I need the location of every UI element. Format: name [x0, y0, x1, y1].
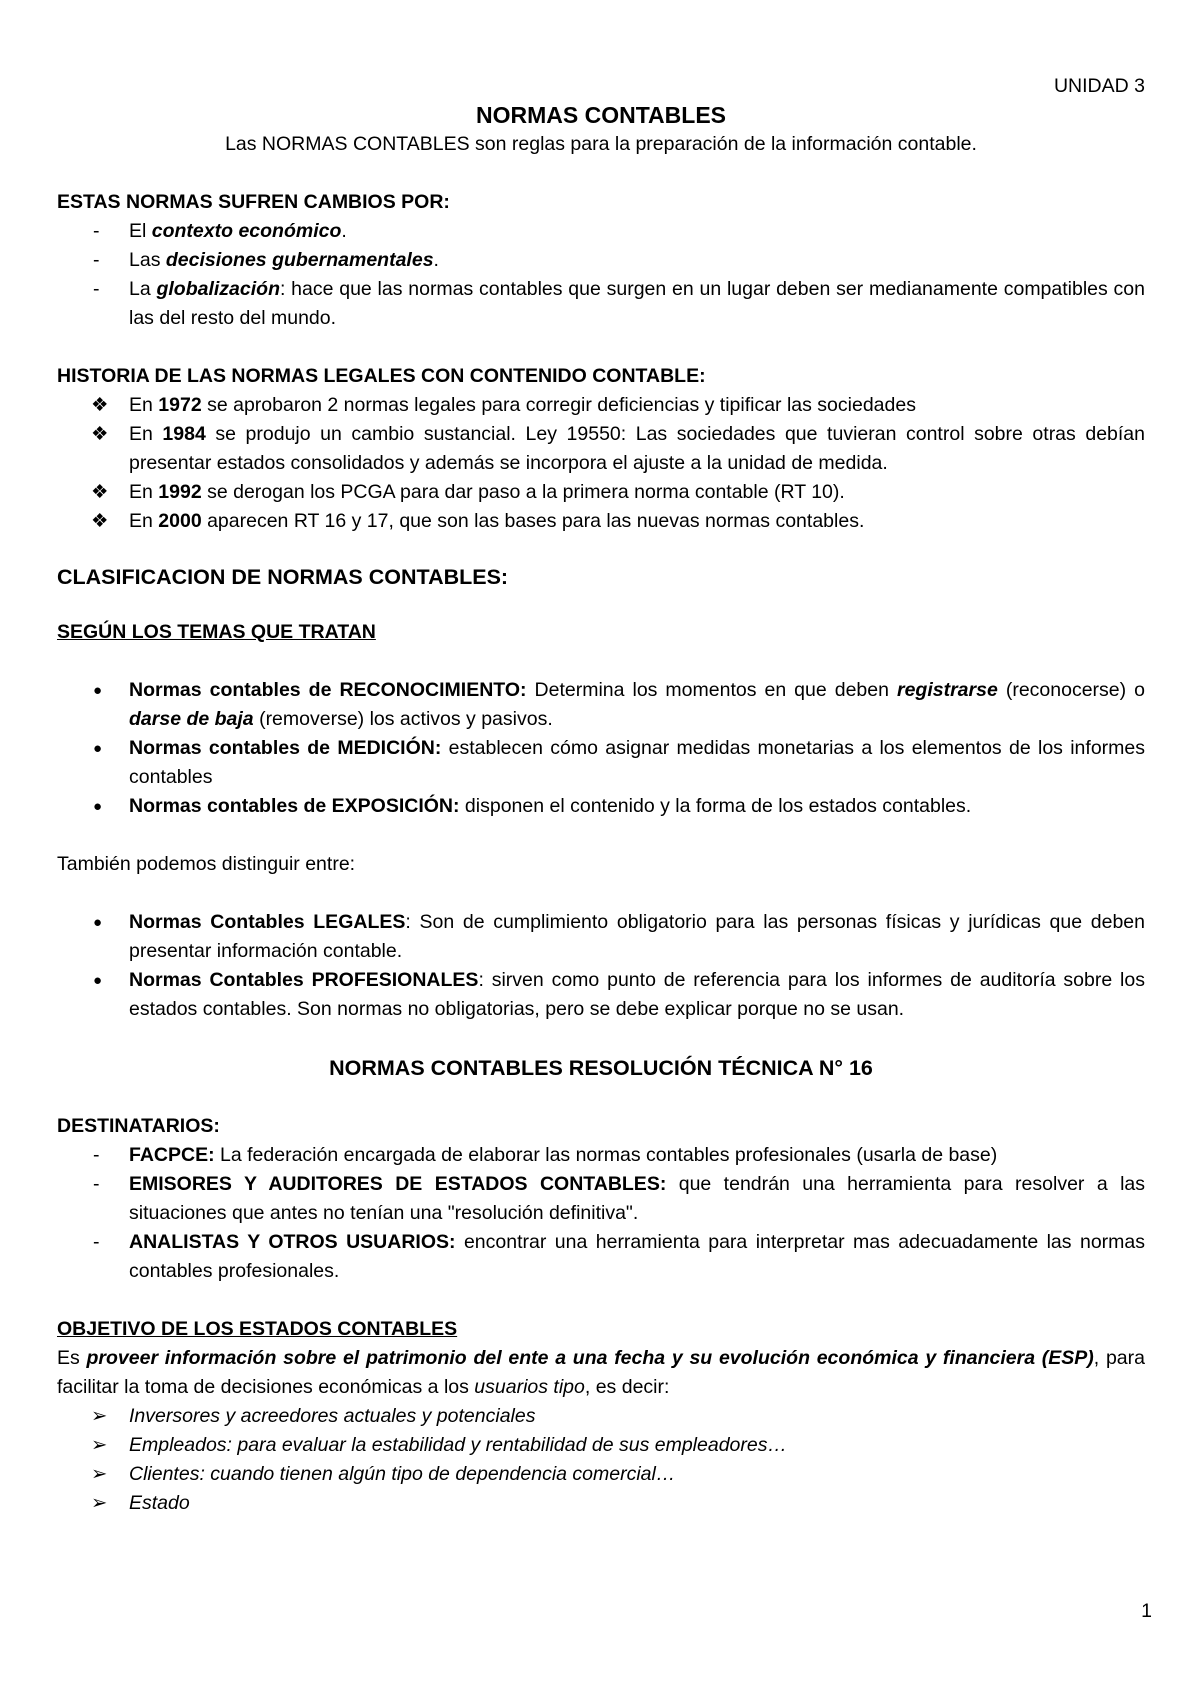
list-item: ❖ En 2000 aparecen RT 16 y 17, que son las bases para las nuevas normas contables. — [57, 507, 1145, 536]
usuarios-list — [57, 1402, 1145, 1518]
arrow-icon: ➢ — [91, 1492, 108, 1514]
arrow-icon: ➢ — [91, 1463, 108, 1485]
bullet-icon: ● — [93, 740, 103, 757]
list-item: - El contexto económico. — [57, 217, 1145, 246]
dash-marker: - — [93, 1173, 100, 1195]
page-subtitle: Las NORMAS CONTABLES son reglas para la preparación de la información contable. — [225, 133, 977, 155]
list-item: - EMISORES Y AUDITORES DE ESTADOS CONTABLES: que tendrán una herramienta para resolver a las situaciones que antes no tenían una "resolución definitiva". — [57, 1170, 1145, 1228]
unit-label: UNIDAD 3 — [1053, 75, 1145, 97]
spacer — [57, 333, 1145, 362]
objetivo-heading: OBJETIVO DE LOS ESTADOS CONTABLES — [57, 1318, 458, 1340]
clasificacion-list — [57, 676, 1145, 821]
document-page — [57, 72, 1145, 1518]
diamond-icon: ❖ — [91, 423, 109, 445]
dash-marker: - — [93, 220, 100, 242]
cambios-list — [57, 217, 1145, 333]
list-item: - FACPCE: La federación encargada de elaborar las normas contables profesionales (usarla de base) — [57, 1141, 1145, 1170]
list-item: ➢ Empleados: para evaluar la estabilidad y rentabilidad de sus empleadores… — [57, 1431, 1145, 1460]
bullet-icon: ● — [93, 972, 103, 989]
list-item: - Las decisiones gubernamentales. — [57, 246, 1145, 275]
bullet-icon: ● — [93, 682, 103, 699]
list-item: ❖ En 1984 se produjo un cambio sustancial. Ley 19550: Las sociedades que tuvieran control sobre otras debían presentar estados consolidados y además se incorpora el ajuste a la unidad de medida. — [57, 420, 1145, 478]
list-item: ● Normas contables de RECONOCIMIENTO: Determina los momentos en que deben registrarse (reconocerse) o darse de baja (removerse) los activos y pasivos. — [57, 676, 1145, 734]
spacer — [57, 592, 1145, 618]
list-item: ❖ En 1992 se derogan los PCGA para dar paso a la primera norma contable (RT 10). — [57, 478, 1145, 507]
list-item: ● Normas contables de EXPOSICIÓN: disponen el contenido y la forma de los estados contables. — [57, 792, 1145, 821]
page-title: NORMAS CONTABLES — [475, 102, 726, 128]
list-item: ● Normas Contables LEGALES: Son de cumplimiento obligatorio para las personas físicas y jurídicas que deben presentar información contable. — [57, 908, 1145, 966]
list-item: ➢ Clientes: cuando tienen algún tipo de dependencia comercial… — [57, 1460, 1145, 1489]
spacer — [57, 536, 1145, 562]
dash-marker: - — [93, 1231, 100, 1253]
list-item: ➢ Inversores y acreedores actuales y potenciales — [57, 1402, 1145, 1431]
bullet-icon: ● — [93, 914, 103, 931]
bullet-icon: ● — [93, 798, 103, 815]
list-item: ❖ En 1972 se aprobaron 2 normas legales para corregir deficiencias y tipificar las sociedades — [57, 391, 1145, 420]
spacer — [57, 647, 1145, 676]
diamond-icon: ❖ — [91, 510, 109, 532]
arrow-icon: ➢ — [91, 1434, 108, 1456]
dash-marker: - — [93, 278, 100, 300]
dash-marker: - — [93, 249, 100, 271]
spacer — [57, 159, 1145, 188]
destinatarios-heading: DESTINATARIOS: — [57, 1115, 220, 1137]
historia-list — [57, 391, 1145, 536]
spacer — [57, 821, 1145, 850]
spacer — [57, 1024, 1145, 1053]
diamond-icon: ❖ — [91, 481, 109, 503]
clasificacion-subheading: SEGÚN LOS TEMAS QUE TRATAN — [57, 621, 376, 643]
list-item: ➢ Estado — [57, 1489, 1145, 1518]
cambios-heading: ESTAS NORMAS SUFREN CAMBIOS POR: — [57, 191, 450, 213]
arrow-icon: ➢ — [91, 1405, 108, 1427]
destinatarios-list — [57, 1141, 1145, 1286]
spacer — [57, 1286, 1145, 1315]
spacer — [57, 1083, 1145, 1112]
list-item: ● Normas Contables PROFESIONALES: sirven como punto de referencia para los informes de auditoría sobre los estados contables. Son normas no obligatorias, pero se debe explicar porque no se usan. — [57, 966, 1145, 1024]
dash-marker: - — [93, 1144, 100, 1166]
diamond-icon: ❖ — [91, 394, 109, 416]
list-item: ● Normas contables de MEDICIÓN: establecen cómo asignar medidas monetarias a los elementos de los informes contables — [57, 734, 1145, 792]
objetivo-text: Es proveer información sobre el patrimonio del ente a una fecha y su evolución económica y financiera (ESP), para facilitar la toma de decisiones económicas a los usuarios tipo, es decir: — [57, 1347, 1145, 1398]
spacer — [57, 879, 1145, 908]
clasificacion-heading: CLASIFICACION DE NORMAS CONTABLES: — [57, 565, 509, 589]
tipos-list — [57, 908, 1145, 1024]
distinguir-text: También podemos distinguir entre: — [57, 853, 356, 875]
page-number: 1 — [1141, 1600, 1152, 1622]
list-item: - ANALISTAS Y OTROS USUARIOS: encontrar una herramienta para interpretar mas adecuadamente las normas contables profesionales. — [57, 1228, 1145, 1286]
rt16-heading: NORMAS CONTABLES RESOLUCIÓN TÉCNICA N° 16 — [329, 1056, 873, 1080]
list-item: - La globalización: hace que las normas contables que surgen en un lugar deben ser medianamente compatibles con las del resto del mundo. — [57, 275, 1145, 333]
historia-heading: HISTORIA DE LAS NORMAS LEGALES CON CONTENIDO CONTABLE: — [57, 365, 706, 387]
